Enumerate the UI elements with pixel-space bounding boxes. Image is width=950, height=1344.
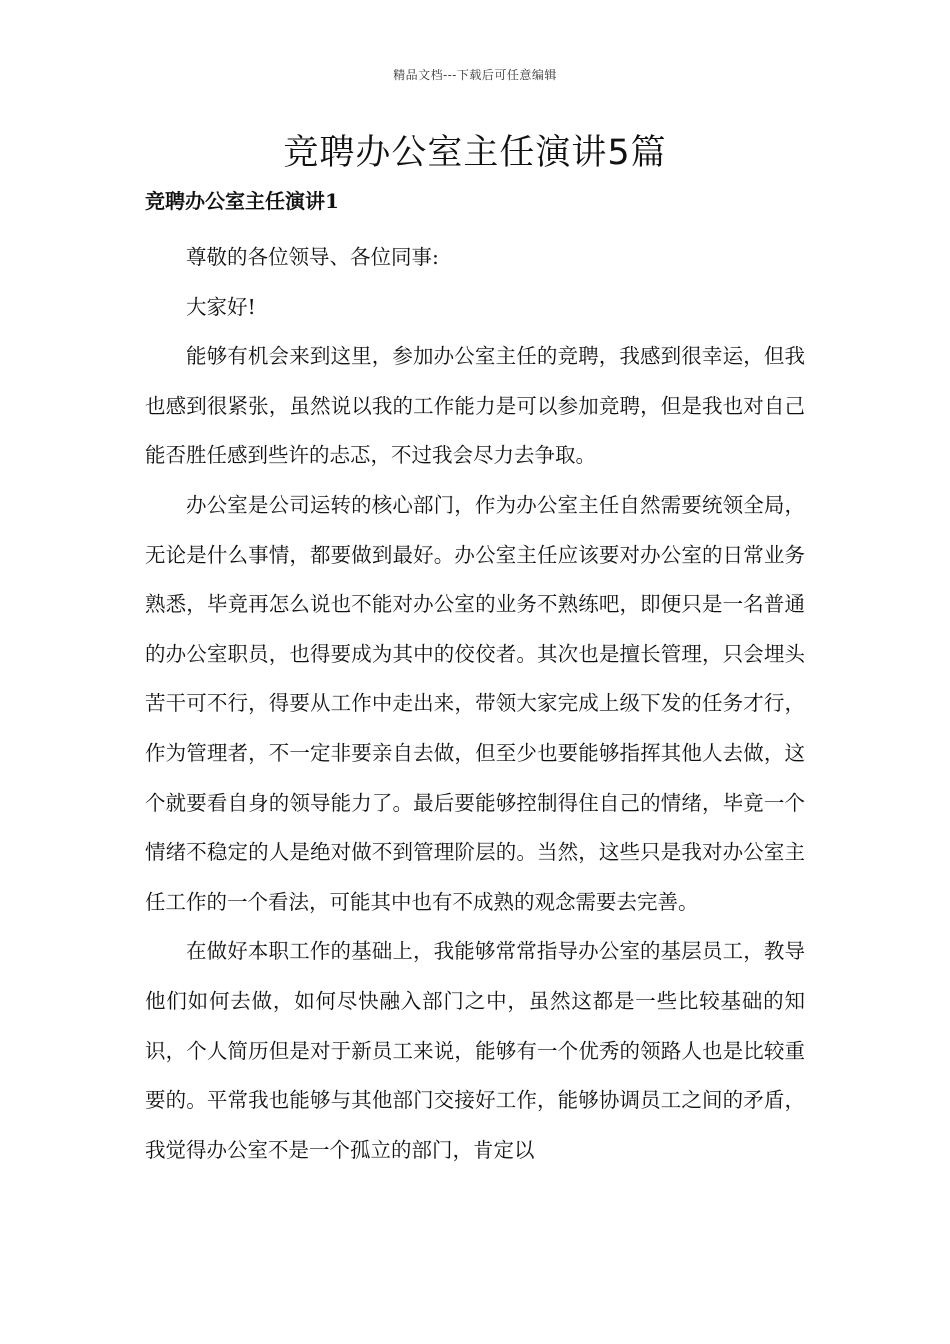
paragraph-salutation: 尊敬的各位领导、各位同事: [186,245,439,269]
paragraph-greeting: 大家好! [186,294,256,319]
document-body [145,233,805,1175]
paragraph-role-understanding: 办公室是公司运转的核心部门，作为办公室主任自然需要统领全局，无论是什么事情，都要做到最好。办公室主任应该要对办公室的日常业务熟悉，毕竟再怎么说也不能对办公室的业务不熟练吧，即便只是一名普通的办公室职员，也得要成为其中的佼佼者。其次也是擅长管理，只会埋头苦干可不行，得要从工作中走出来，带领大家完成上级下发的任务才行，作为管理者，不一定非要亲自去做，但至少也要能够指挥其他人去做，这个就要看自身的领导能力了。最后要能够控制得住自己的情绪，毕竟一个情绪不稳定的人是绝对做不到管理阶层的。当然，这些只是我对办公室主任工作的一个看法，可能其中也有不成熟的观念需要去完善。 [145,492,805,914]
section-heading: 竞聘办公室主任演讲1 [145,189,339,213]
document-title: 竞聘办公室主任演讲5篇 [283,133,667,173]
paragraph-work-plan: 在做好本职工作的基础上，我能够常常指导办公室的基层员工，教导他们如何去做，如何尽快融入部门之中，虽然这都是一些比较基础的知识，个人简历但是对于新员工来说，能够有一个优秀的领路人也是比较重要的。平常我也能够与其他部门交接好工作，能够协调员工之间的矛盾，我觉得办公室不是一个孤立的部门，肯定以 [145,939,805,1162]
paragraph-opening: 能够有机会来到这里，参加办公室主任的竞聘，我感到很幸运，但我也感到很紧张，虽然说以我的工作能力是可以参加竞聘，但是我也对自己能否胜任感到些许的忐忑，不过我会尽力去争取。 [145,344,805,468]
page-header-note: 精品文档---下载后可任意编辑 [393,68,557,82]
